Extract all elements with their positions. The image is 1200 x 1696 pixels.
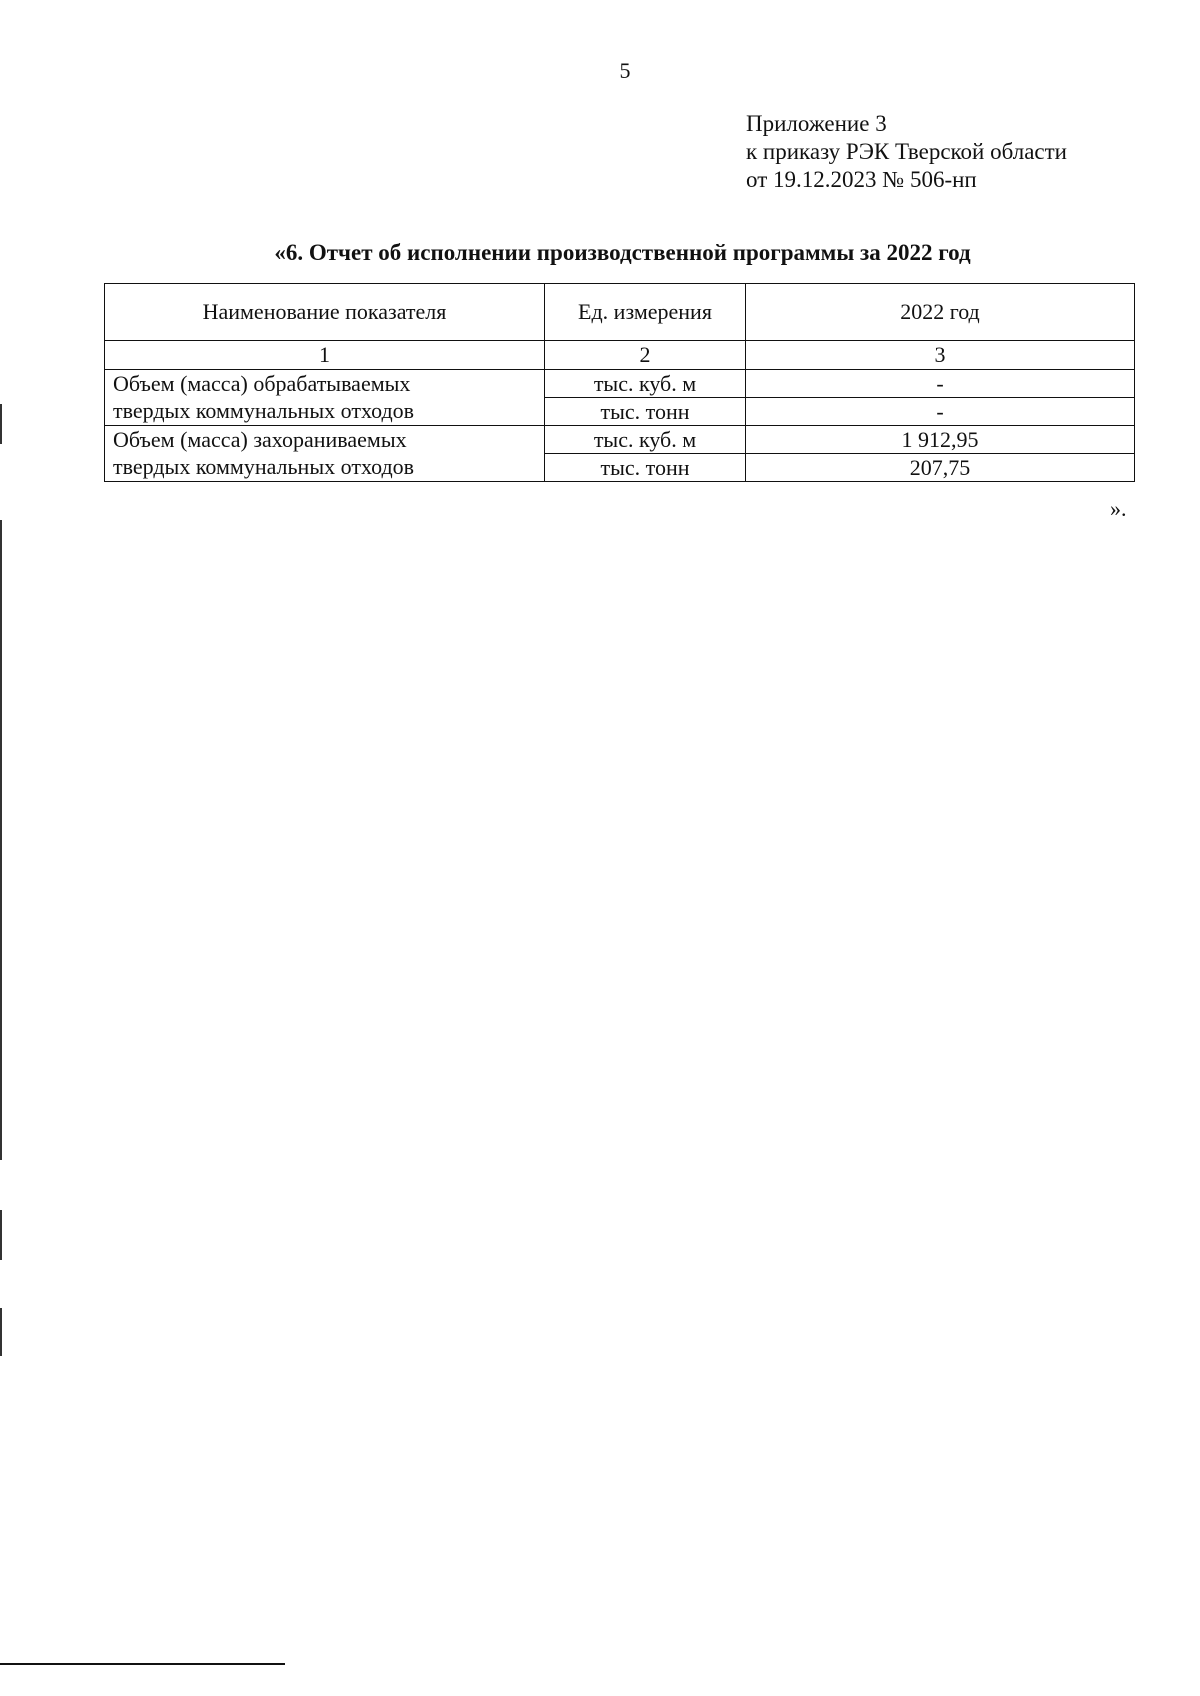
unit-cell: тыс. куб. м — [545, 426, 746, 454]
unit-cell: тыс. тонн — [545, 398, 746, 426]
indicator-name: твердых коммунальных отходов — [105, 398, 545, 426]
scan-margin-mark — [0, 1308, 2, 1356]
page-number: 5 — [619, 58, 631, 83]
appendix-line-2: к приказу РЭК Тверской области — [746, 139, 1067, 164]
table-row — [105, 426, 1135, 454]
unit-cell: тыс. куб. м — [545, 370, 746, 398]
column-number-3: 3 — [746, 341, 1135, 370]
report-title: «6. Отчет об исполнении производственной программы за 2022 год — [274, 240, 971, 265]
indicator-name: Объем (масса) захораниваемых — [105, 426, 545, 454]
report-table — [104, 283, 1135, 482]
column-number-2: 2 — [545, 341, 746, 370]
indicator-name: Объем (масса) обрабатываемых — [105, 370, 545, 398]
table-row — [105, 454, 1135, 482]
header-year: 2022 год — [746, 284, 1135, 341]
header-indicator: Наименование показателя — [105, 284, 545, 341]
value-cell: 207,75 — [746, 454, 1135, 482]
table-row — [105, 398, 1135, 426]
appendix-line-1: Приложение 3 — [746, 111, 887, 136]
value-cell: - — [746, 370, 1135, 398]
table-header-row — [105, 284, 1135, 341]
closing-quote: ». — [1110, 496, 1127, 521]
value-cell: - — [746, 398, 1135, 426]
unit-cell: тыс. тонн — [545, 454, 746, 482]
indicator-name: твердых коммунальных отходов — [105, 454, 545, 482]
column-number-row — [105, 341, 1135, 370]
scan-margin-mark — [0, 1210, 2, 1260]
header-unit: Ед. измерения — [545, 284, 746, 341]
column-number-1: 1 — [105, 341, 545, 370]
appendix-block — [746, 110, 1067, 194]
appendix-line-3: от 19.12.2023 № 506-нп — [746, 167, 977, 192]
value-cell: 1 912,95 — [746, 426, 1135, 454]
table-row — [105, 370, 1135, 398]
scan-margin-mark — [0, 520, 2, 1160]
scan-margin-mark — [0, 404, 2, 444]
footer-rule — [0, 1663, 285, 1665]
